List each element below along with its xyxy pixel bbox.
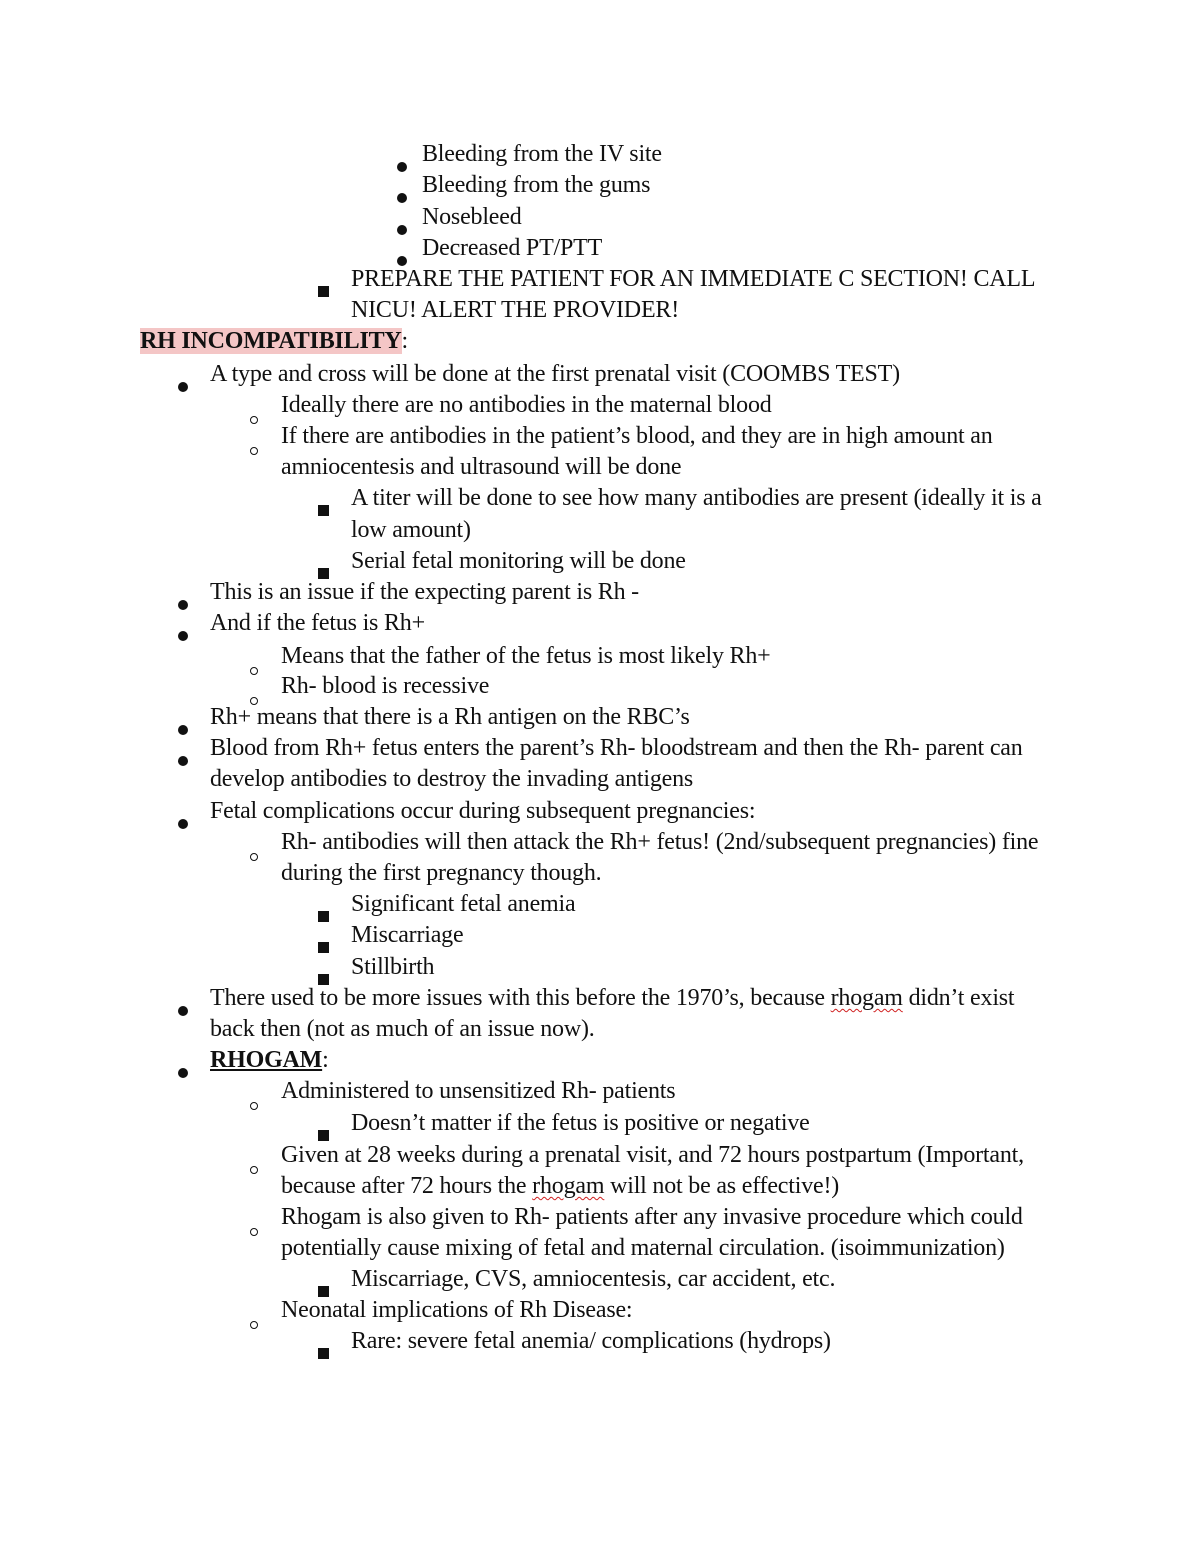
text-line: Means that the father of the fetus is most likely Rh+	[281, 643, 771, 669]
text-segment: There used to be more issues with this before the 1970’s, because	[210, 985, 831, 1011]
bullet-dot-icon	[178, 713, 188, 744]
bullet-sq-icon	[318, 1337, 329, 1368]
text-line	[281, 1171, 839, 1202]
bullet-dot-icon	[178, 744, 188, 775]
text-line: Rh+ means that there is a Rh antigen on the RBC’s	[210, 704, 690, 730]
text-line: And if the fetus is Rh+	[210, 610, 425, 636]
bullet-dot-icon	[397, 150, 407, 181]
text-line: potentially cause mixing of fetal and maternal circulation. (isoimmunization)	[281, 1235, 1005, 1261]
text-line: Miscarriage	[351, 922, 464, 948]
bullet-sq-icon	[318, 931, 329, 962]
bullet-dot-icon	[178, 588, 188, 619]
text-line	[210, 1045, 329, 1076]
text-line: during the first pregnancy though.	[281, 860, 602, 886]
bullet-dot-icon	[178, 994, 188, 1025]
bullet-circ-icon	[250, 402, 258, 433]
bullet-sq-icon	[318, 494, 329, 525]
misspelled-word: rhogam	[532, 1173, 605, 1199]
text-line: amniocentesis and ultrasound will be done	[281, 454, 682, 480]
text-line: low amount)	[351, 517, 471, 543]
section-heading: RH INCOMPATIBILITY	[140, 328, 402, 354]
text-line: NICU! ALERT THE PROVIDER!	[351, 297, 680, 323]
text-line: Rh- blood is recessive	[281, 673, 490, 699]
text-line: Given at 28 weeks during a prenatal visit, and 72 hours postpartum (Important,	[281, 1142, 1024, 1168]
misspelled-word: rhogam	[830, 985, 903, 1011]
text-line: This is an issue if the expecting parent is Rh -	[210, 579, 639, 605]
bullet-dot-icon	[178, 807, 188, 838]
bullet-circ-icon	[250, 433, 258, 464]
bullet-circ-icon	[250, 1152, 258, 1183]
text-line: Bleeding from the IV site	[422, 141, 662, 167]
text-line: Doesn’t matter if the fetus is positive or negative	[351, 1110, 810, 1136]
text-line: Rare: severe fetal anemia/ complications (hydrops)	[351, 1328, 831, 1354]
bullet-dot-icon	[397, 213, 407, 244]
text-line: A titer will be done to see how many antibodies are present (ideally it is a	[351, 485, 1042, 511]
bullet-sq-icon	[318, 275, 329, 306]
text-line: Neonatal implications of Rh Disease:	[281, 1297, 633, 1323]
bullet-circ-icon	[250, 1307, 258, 1338]
text-segment: didn’t exist	[902, 985, 1015, 1011]
text-segment: :	[401, 328, 409, 354]
bullet-dot-icon	[178, 370, 188, 401]
bullet-circ-icon	[250, 1214, 258, 1245]
bullet-dot-icon	[178, 1056, 188, 1087]
bullet-circ-icon	[250, 1088, 258, 1119]
text-line: Rhogam is also given to Rh- patients after any invasive procedure which could	[281, 1204, 1023, 1230]
text-line: Rh- antibodies will then attack the Rh+ fetus! (2nd/subsequent pregnancies) fine	[281, 829, 1039, 855]
text-line: PREPARE THE PATIENT FOR AN IMMEDIATE C SECTION! CALL	[351, 266, 1036, 292]
text-line: If there are antibodies in the patient’s blood, and they are in high amount an	[281, 423, 993, 449]
bullet-circ-icon	[250, 839, 258, 870]
text-line	[210, 983, 1014, 1014]
bullet-dot-icon	[178, 619, 188, 650]
text-segment: because after 72 hours the	[281, 1173, 533, 1199]
text-line: Fetal complications occur during subsequent pregnancies:	[210, 798, 756, 824]
text-line: back then (not as much of an issue now).	[210, 1016, 595, 1042]
text-line: Nosebleed	[422, 204, 522, 230]
bullet-dot-icon	[397, 181, 407, 212]
text-line: Miscarriage, CVS, amniocentesis, car accident, etc.	[351, 1266, 836, 1292]
text-segment: will not be as effective!)	[604, 1173, 840, 1199]
bullet-sq-icon	[318, 900, 329, 931]
text-segment: :	[322, 1047, 329, 1073]
text-line: Stillbirth	[351, 954, 435, 980]
text-line: Decreased PT/PTT	[422, 235, 603, 261]
text-line: Bleeding from the gums	[422, 172, 651, 198]
text-line: Serial fetal monitoring will be done	[351, 548, 686, 574]
text-line: A type and cross will be done at the first prenatal visit (COOMBS TEST)	[210, 361, 900, 387]
section-heading: RHOGAM	[210, 1047, 323, 1073]
text-line: Significant fetal anemia	[351, 891, 576, 917]
text-line	[140, 326, 408, 357]
bullet-circ-icon	[250, 653, 258, 684]
text-line: Administered to unsensitized Rh- patients	[281, 1078, 676, 1104]
text-line: develop antibodies to destroy the invading antigens	[210, 766, 694, 792]
text-line: Blood from Rh+ fetus enters the parent’s Rh- bloodstream and then the Rh- parent can	[210, 735, 1023, 761]
text-line: Ideally there are no antibodies in the maternal blood	[281, 392, 772, 418]
